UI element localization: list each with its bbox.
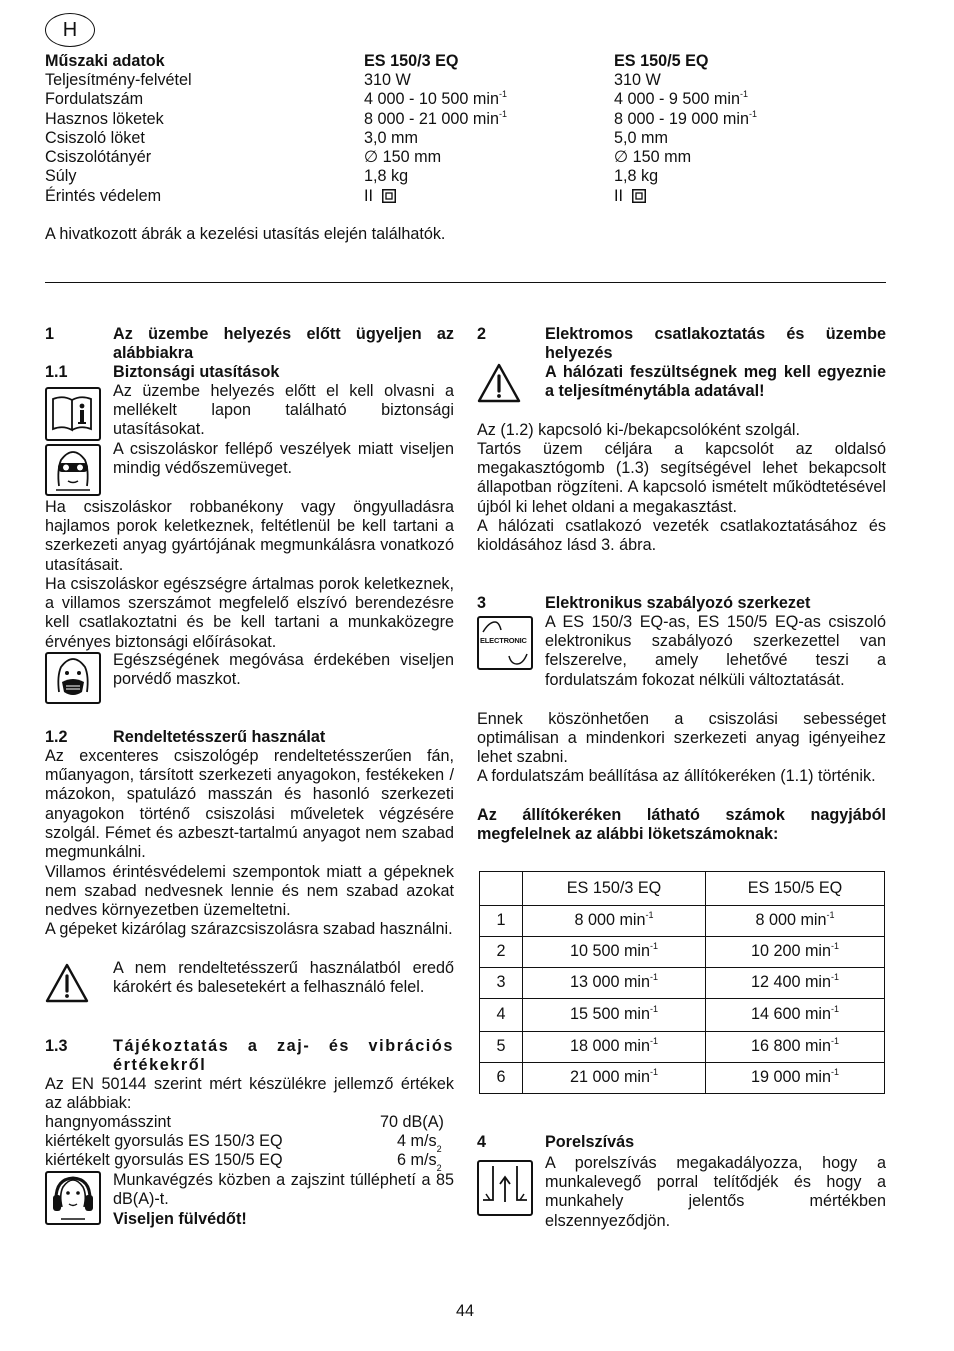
electronic-icon — [477, 616, 533, 670]
warning-icon — [476, 362, 522, 404]
section-title: Az üzembe helyezés előtt ügyeljen az alábbiakra — [113, 325, 454, 363]
spec-value-1 — [364, 110, 507, 129]
section-number: 1.3 — [45, 1037, 68, 1055]
s12-p1: Az excenteres csiszológép rendeltetésszerűen fán, műanyagon, társított szerkezeti anyagokon, festékeken / mázokon, spatulázó masszán és hasonló szerkezeti anyagokon történő csiszolási műveletek végzésére szolgál. Fémet és azbeszt-tartalmú anyagot nem szabad megmunkálni. — [45, 747, 454, 862]
spec-value-text: II — [364, 187, 373, 205]
unit-sup: -1 — [831, 1067, 840, 1077]
electronic-icon-label: ELECTRONIC — [480, 636, 527, 645]
value: 12 400 — [750, 973, 801, 992]
table-cell-m2 — [706, 999, 885, 1032]
table-cell-m1 — [523, 968, 706, 999]
spec-label: Érintés védelem — [45, 187, 162, 205]
spec-sup: -1 — [499, 108, 508, 119]
unit: min — [623, 1037, 651, 1056]
s13-p2: Munkavégzés közben a zajszint túlléphetí a 85 dB(A)-t. — [113, 1171, 454, 1209]
double-insulation-icon — [632, 189, 646, 203]
s11-p5: Egészségének megóvása érdekében viseljen porvédő maszkot. — [113, 651, 454, 689]
s13-p3: Viseljen fülvédőt! — [113, 1210, 247, 1228]
s2-p3: A hálózati csatlakozó vezeték csatlakoztatásához és kioldásához lásd 3. ábra. — [477, 517, 886, 555]
value: 13 000 — [569, 973, 620, 992]
unit: min — [800, 911, 827, 930]
unit: min — [623, 973, 651, 992]
table-cell-step: 6 — [480, 1063, 523, 1094]
unit: min — [804, 973, 832, 992]
table-row — [480, 1063, 885, 1094]
vibration-1-number: 4 m/s — [397, 1132, 437, 1150]
section-number: 3 — [477, 594, 487, 612]
section-number: 1 — [45, 325, 55, 343]
table-cell-m1 — [523, 1032, 706, 1063]
spec-value-1 — [364, 90, 507, 109]
section-title: Porelszívás — [545, 1133, 635, 1151]
unit-sup: -1 — [831, 941, 840, 951]
unit: min — [804, 1037, 832, 1056]
spec-value-text: 4 000 - 9 500 min — [614, 90, 740, 108]
table-cell-m2 — [706, 906, 885, 937]
s11-p1: Az üzembe helyezés előtt el kell olvasni a mellékelt lapon található biztonsági utasításokat. — [113, 382, 454, 439]
table-cell-m2 — [706, 1032, 885, 1063]
s12-p3: A gépeket kizárólag szárazcsiszolásra szabad használni. — [45, 920, 453, 938]
vibration-2-label: kiértékelt gyorsulás ES 150/5 EQ — [45, 1151, 283, 1169]
section-number: 1.2 — [45, 728, 68, 746]
unit-sup: -1 — [831, 972, 840, 982]
unit-sup: -1 — [650, 1036, 659, 1046]
spec-value-2: 310 W — [614, 71, 661, 89]
value: 19 000 — [750, 1068, 801, 1087]
section-title: Rendeltetésszerű használat — [113, 728, 326, 746]
section-1-1-heading — [45, 363, 454, 382]
spec-header-label: Műszaki adatok — [45, 52, 165, 70]
spec-value-1: 310 W — [364, 71, 411, 89]
table-cell-step: 5 — [480, 1032, 523, 1063]
s12-p2: Villamos érintésvédelemi szempontok miatt a gépeknek nem szabad nedvesnek lennie és nem szabad azokat nedves környezetben üzemeltetni. — [45, 863, 454, 920]
dust-mask-icon — [45, 652, 101, 704]
spec-value-1: ∅ 150 mm — [364, 148, 442, 166]
value: 15 500 — [569, 1005, 620, 1024]
spec-label: Csiszolótányér — [45, 148, 152, 166]
unit-sup: -1 — [645, 910, 654, 920]
value: 10 200 — [750, 942, 801, 961]
s4-p1: A porelszívás megakadályozza, hogy a munkalevegő porral telítődjék és hogy a munkahely jelentős mértékben elszennyeződjön. — [545, 1154, 886, 1230]
spec-header — [45, 52, 885, 72]
spec-value-1: 3,0 mm — [364, 129, 418, 147]
unit-sup: -1 — [650, 972, 659, 982]
table-row — [480, 1032, 885, 1063]
section-3-heading — [477, 594, 886, 613]
table-cell-m1 — [523, 937, 706, 968]
page-number: 44 — [455, 1302, 474, 1320]
s3-p4: Az állítókeréken látható számok nagyjából megfelelnek az alábbi löketszámoknak: — [477, 806, 886, 844]
spec-sup: -1 — [499, 88, 508, 99]
spec-value-2 — [614, 110, 757, 129]
value: 16 800 — [750, 1037, 801, 1056]
s2-warning: A hálózati feszültségnek meg kell egyeznie a teljesítménytábla adatával! — [545, 363, 886, 401]
spec-sup: -1 — [739, 88, 748, 99]
value: 18 000 — [569, 1037, 620, 1056]
spec-value-2: 1,8 kg — [614, 167, 659, 185]
spec-value-text: 8 000 - 21 000 min — [364, 110, 499, 128]
spec-header-model-1: ES 150/3 EQ — [364, 52, 459, 70]
s13-p1: Az EN 50144 szerint mért készülékre jellemző értékek az alábbiak: — [45, 1075, 454, 1113]
spec-label: Fordulatszám — [45, 90, 144, 108]
s2-p1: Az (1.2) kapcsoló ki-/bekapcsolóként szolgál. — [477, 421, 801, 439]
goggles-icon — [45, 444, 101, 496]
spec-value-2 — [614, 90, 748, 109]
unit-sup: -1 — [650, 1004, 659, 1014]
table-cell-step: 4 — [480, 999, 523, 1032]
table-row — [480, 968, 885, 999]
warning-icon — [44, 962, 90, 1004]
section-number: 1.1 — [45, 363, 68, 381]
unit-sup: -1 — [831, 1004, 840, 1014]
table-row — [480, 906, 885, 937]
spec-value-text: 8 000 - 19 000 min — [614, 110, 749, 128]
unit: min — [804, 942, 832, 961]
dust-extraction-icon — [477, 1160, 533, 1216]
table-cell-m2 — [706, 1063, 885, 1094]
unit: min — [804, 1068, 832, 1087]
read-manual-icon — [45, 387, 101, 441]
vibration-2-value: 6 $m/s_2$ — [397, 1151, 442, 1173]
spec-value-2: ∅ 150 mm — [614, 148, 692, 166]
stroke-rate-table — [479, 871, 885, 1094]
s3-p3: A fordulatszám beállítása az állítókeréken (1.1) történik. — [477, 767, 876, 785]
section-4-heading — [477, 1133, 886, 1152]
language-marker: H — [45, 13, 95, 47]
unit: min — [623, 1068, 651, 1087]
spec-row — [45, 90, 885, 110]
section-title: Biztonsági utasítások — [113, 363, 280, 381]
s12-p4: A nem rendeltetésszerű használatból eredő károkért és balesetekért a felhasználó felel. — [113, 959, 454, 997]
table-cell-m2 — [706, 968, 885, 999]
spec-row — [45, 187, 885, 207]
table-cell-step: 3 — [480, 968, 523, 999]
table-header-cell: ES 150/5 EQ — [706, 872, 885, 906]
table-header-cell — [480, 872, 523, 906]
spec-label: Teljesítmény-felvétel — [45, 71, 192, 89]
section-1-3-heading — [45, 1037, 454, 1075]
double-insulation-icon — [382, 189, 396, 203]
s3-p2: Ennek köszönhetően a csiszolási sebességet optimálisan a mindenkori szerkezeti anyag igényeihez lehet szabni. — [477, 710, 886, 767]
s3-p1: A ES 150/3 EQ-as, ES 150/5 EQ-as csiszoló elektronikus szabályozó szerkezettel van felszerelve, amely lehetővé teszi a fordulatszám fokozat nélküli változtatását. — [545, 613, 886, 689]
s11-p4: Ha csiszoláskor egészségre ártalmas porok keletkeznek, a villamos szerszámot megfelelő elszívó berendezésre kell csatlakoztatni és be kell tartani a munkaközegre érvényes biztonsági előírásokat. — [45, 575, 454, 651]
unit: min — [619, 911, 646, 930]
s2-p2: Tartós üzem céljára a kapcsolót az oldalsó megakasztógomb (1.3) segítségével lehet bekapcsolt állapotban rögzíteni. A kapcsoló ismételt működtetésével újból ki lehet oldani a megakasztást. — [477, 440, 886, 516]
vibration-1-value: 4 $m/s_2$ — [397, 1132, 442, 1154]
spec-label: Csiszoló löket — [45, 129, 145, 147]
vibration-1-label: kiértékelt gyorsulás ES 150/3 EQ — [45, 1132, 283, 1150]
table-header-cell: ES 150/3 EQ — [523, 872, 706, 906]
divider — [45, 282, 886, 283]
unit-sup: -1 — [650, 941, 659, 951]
s11-p3: Ha csiszoláskor robbanékony vagy öngyulladásra hajlamos porok keletkeznek, feltétlenül be kell tartani a szerkezeti anyag gyártójának megmunkálásra vonatkozó utasításait. — [45, 498, 454, 574]
spec-row — [45, 148, 885, 168]
spec-row — [45, 167, 885, 187]
section-2-heading — [477, 325, 886, 363]
value: 21 000 — [569, 1068, 620, 1087]
unit: min — [804, 1005, 832, 1024]
table-row — [480, 937, 885, 968]
spec-row — [45, 129, 885, 149]
spec-label: Súly — [45, 167, 77, 185]
spec-value-text: II — [614, 187, 623, 205]
noise-value: 70 dB(A) — [380, 1113, 444, 1131]
spec-value-1: 1,8 kg — [364, 167, 409, 185]
unit-sup: -1 — [826, 910, 835, 920]
unit: min — [623, 1005, 651, 1024]
table-header-row — [480, 872, 885, 906]
vibration-2-number: 6 m/s — [397, 1151, 437, 1169]
table-cell-m2 — [706, 937, 885, 968]
spec-value-1 — [364, 187, 396, 206]
spec-row — [45, 71, 885, 91]
unit-sup: -1 — [831, 1036, 840, 1046]
value: 8 000 — [755, 911, 796, 930]
spec-value-2 — [614, 187, 646, 206]
ear-protection-icon — [45, 1171, 101, 1225]
figure-note: A hivatkozott ábrák a kezelési utasítás elején találhatók. — [45, 225, 446, 243]
value: 14 600 — [750, 1005, 801, 1024]
section-title: Tájékoztatás a zaj- és vibrációs értékekről — [113, 1037, 454, 1075]
spec-header-model-2: ES 150/5 EQ — [614, 52, 709, 70]
table-cell-step: 2 — [480, 937, 523, 968]
section-1-heading — [45, 325, 454, 363]
spec-row — [45, 110, 885, 130]
table-cell-m1 — [523, 999, 706, 1032]
section-title: Elektronikus szabályozó szerkezet — [545, 594, 811, 612]
table-cell-step: 1 — [480, 906, 523, 937]
section-title: Elektromos csatlakoztatás és üzembe helyezés — [545, 325, 886, 363]
section-1-2-heading — [45, 728, 454, 747]
table-row — [480, 999, 885, 1032]
table-cell-m1 — [523, 1063, 706, 1094]
spec-value-2: 5,0 mm — [614, 129, 668, 147]
section-number: 2 — [477, 325, 487, 343]
unit: min — [623, 942, 651, 961]
unit-sup: -1 — [650, 1067, 659, 1077]
s11-p2: A csiszoláskor fellépő veszélyek miatt viseljen mindig védőszemüveget. — [113, 440, 454, 478]
value: 8 000 — [574, 911, 615, 930]
section-number: 4 — [477, 1133, 487, 1151]
spec-value-text: 4 000 - 10 500 min — [364, 90, 499, 108]
value: 10 500 — [569, 942, 620, 961]
noise-label: hangnyomásszint — [45, 1113, 171, 1131]
table-cell-m1 — [523, 906, 706, 937]
spec-sup: -1 — [749, 108, 758, 119]
spec-label: Hasznos löketek — [45, 110, 164, 128]
